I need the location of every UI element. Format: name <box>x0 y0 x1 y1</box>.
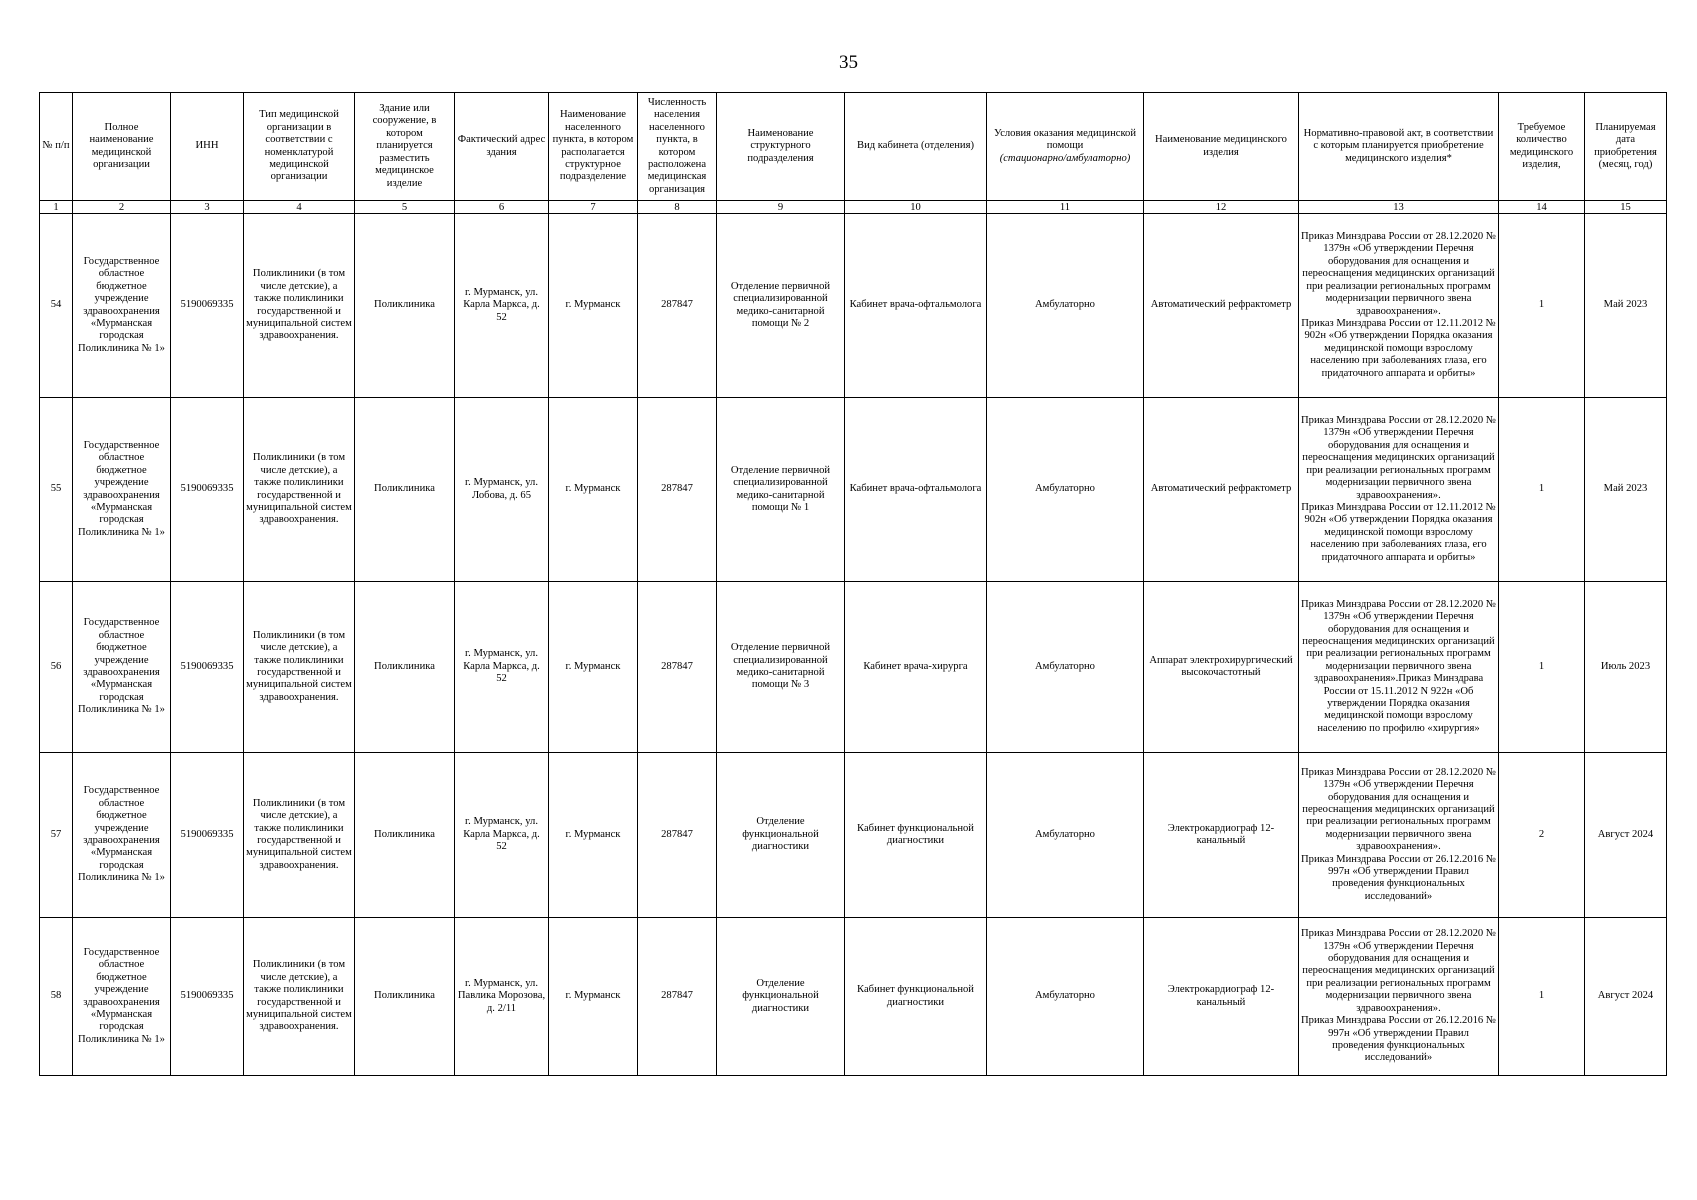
header-cell: ИНН <box>171 93 244 201</box>
header-cell: Нормативно-правовой акт, в соответствии с которым планируется приобретение медицинского изделия* <box>1299 93 1499 201</box>
locality: г. Мурманск <box>549 918 638 1076</box>
header-cell: Вид кабинета (отделения) <box>845 93 987 201</box>
building: Поликлиника <box>355 582 455 753</box>
planned-date: Май 2023 <box>1585 398 1667 582</box>
legal-act <box>1299 214 1499 398</box>
org-type: Поликлиники (в том числе детские), а также поликлиники государственной и муниципальной систем здравоохранения. <box>244 214 355 398</box>
column-number: 2 <box>73 201 171 214</box>
population: 287847 <box>638 582 717 753</box>
table-row <box>40 918 1667 1076</box>
quantity: 1 <box>1499 398 1585 582</box>
unit: Отделение первичной специализированной медико-санитарной помощи № 1 <box>717 398 845 582</box>
column-number: 1 <box>40 201 73 214</box>
column-number: 5 <box>355 201 455 214</box>
conditions: Амбулаторно <box>987 753 1144 918</box>
quantity: 1 <box>1499 918 1585 1076</box>
column-number: 10 <box>845 201 987 214</box>
cabinet: Кабинет врача-хирурга <box>845 582 987 753</box>
table-row <box>40 753 1667 918</box>
legal-act-text: Приказ Минздрава России от 28.12.2020 № 1379н «Об утверждении Перечня оборудования для оснащения и переоснащения медицинских организаций при реализации региональных программ модернизации первичного звена здравоохранения». <box>1301 928 1496 1014</box>
header-cell-note: (стационарно/амбулаторно) <box>999 152 1131 164</box>
inn: 5190069335 <box>171 214 244 398</box>
inn: 5190069335 <box>171 398 244 582</box>
org-name: Государственное областное бюджетное учреждение здравоохранения «Мурманская городская Поликлиника № 1» <box>73 214 171 398</box>
org-type: Поликлиники (в том числе детские), а также поликлиники государственной и муниципальной систем здравоохранения. <box>244 918 355 1076</box>
header-cell: Полное наименование медицинской организации <box>73 93 171 201</box>
building: Поликлиника <box>355 214 455 398</box>
equipment-table <box>39 92 1667 1076</box>
header-cell: Наименование медицинского изделия <box>1144 93 1299 201</box>
device: Автоматический рефрактометр <box>1144 398 1299 582</box>
locality: г. Мурманск <box>549 753 638 918</box>
column-number: 14 <box>1499 201 1585 214</box>
legal-act <box>1299 398 1499 582</box>
locality: г. Мурманск <box>549 214 638 398</box>
locality: г. Мурманск <box>549 582 638 753</box>
address: г. Мурманск, ул. Карла Маркса, д. 52 <box>455 753 549 918</box>
legal-act-text: Приказ Минздрава России от 28.12.2020 № 1379н «Об утверждении Перечня оборудования для оснащения и переоснащения медицинских организаций при реализации региональных программ модернизации первичного звена здравоохранения». <box>1301 231 1496 317</box>
cabinet: Кабинет врача-офтальмолога <box>845 398 987 582</box>
building: Поликлиника <box>355 753 455 918</box>
legal-act-text: Приказ Минздрава России от 26.12.2016 № 997н «Об утверждении Правил проведения функциональных исследований» <box>1301 1015 1496 1064</box>
legal-act-text: Приказ Минздрава России от 26.12.2016 № 997н «Об утверждении Правил проведения функциональных исследований» <box>1301 853 1496 902</box>
legal-act-text: Приказ Минздрава России от 12.11.2012 № 902н «Об утверждении Порядка оказания медицинской помощи взрослому населению при заболеваниях глаза, его придаточного аппарата и орбиты» <box>1301 501 1496 563</box>
inn: 5190069335 <box>171 753 244 918</box>
column-number: 7 <box>549 201 638 214</box>
org-type: Поликлиники (в том числе детские), а также поликлиники государственной и муниципальной систем здравоохранения. <box>244 582 355 753</box>
building: Поликлиника <box>355 398 455 582</box>
header-cell: Здание или сооружение, в котором планируется разместить медицинское изделие <box>355 93 455 201</box>
org-name: Государственное областное бюджетное учреждение здравоохранения «Мурманская городская Поликлиника № 1» <box>73 582 171 753</box>
legal-act <box>1299 753 1499 918</box>
column-number: 11 <box>987 201 1144 214</box>
building: Поликлиника <box>355 918 455 1076</box>
address: г. Мурманск, ул. Павлика Морозова, д. 2/11 <box>455 918 549 1076</box>
column-number: 12 <box>1144 201 1299 214</box>
header-cell: Наименование структурного подразделения <box>717 93 845 201</box>
inn: 5190069335 <box>171 918 244 1076</box>
org-type: Поликлиники (в том числе детские), а также поликлиники государственной и муниципальной систем здравоохранения. <box>244 753 355 918</box>
address: г. Мурманск, ул. Лобова, д. 65 <box>455 398 549 582</box>
column-number: 8 <box>638 201 717 214</box>
device: Аппарат электрохирургический высокочастотный <box>1144 582 1299 753</box>
column-number: 9 <box>717 201 845 214</box>
org-name: Государственное областное бюджетное учреждение здравоохранения «Мурманская городская Поликлиника № 1» <box>73 753 171 918</box>
header-row <box>40 93 1667 201</box>
conditions: Амбулаторно <box>987 398 1144 582</box>
legal-act-text: Приказ Минздрава России от 28.12.2020 № 1379н «Об утверждении Перечня оборудования для оснащения и переоснащения медицинских организаций при реализации региональных программ модернизации первичного звена здравоохранения». <box>1301 415 1496 501</box>
column-number: 15 <box>1585 201 1667 214</box>
legal-act <box>1299 918 1499 1076</box>
page-number: 35 <box>839 52 858 73</box>
row-number: 55 <box>40 398 73 582</box>
row-number: 57 <box>40 753 73 918</box>
row-number: 58 <box>40 918 73 1076</box>
quantity: 1 <box>1499 582 1585 753</box>
conditions: Амбулаторно <box>987 918 1144 1076</box>
conditions: Амбулаторно <box>987 214 1144 398</box>
header-cell: Тип медицинской организации в соответствии с номенклатурой медицинской организации <box>244 93 355 201</box>
table-row <box>40 214 1667 398</box>
legal-act <box>1299 582 1499 753</box>
device: Автоматический рефрактометр <box>1144 214 1299 398</box>
table-row <box>40 582 1667 753</box>
header-cell-label: Условия оказания медицинской помощи <box>993 127 1137 152</box>
address: г. Мурманск, ул. Карла Маркса, д. 52 <box>455 214 549 398</box>
table-row <box>40 398 1667 582</box>
population: 287847 <box>638 918 717 1076</box>
header-cell: № п/п <box>40 93 73 201</box>
org-name: Государственное областное бюджетное учреждение здравоохранения «Мурманская городская Поликлиника № 1» <box>73 918 171 1076</box>
row-number: 56 <box>40 582 73 753</box>
cabinet: Кабинет врача-офтальмолога <box>845 214 987 398</box>
header-cell: Численность населения населенного пункта, в котором расположена медицинская организация <box>638 93 717 201</box>
column-number: 13 <box>1299 201 1499 214</box>
legal-act-text: Приказ Минздрава России от 28.12.2020 № 1379н «Об утверждении Перечня оборудования для оснащения и переоснащения медицинских организаций при реализации региональных программ модернизации первичного звена здравоохранения». <box>1301 766 1496 853</box>
locality: г. Мурманск <box>549 398 638 582</box>
cabinet: Кабинет функциональной диагностики <box>845 918 987 1076</box>
legal-act-text: Приказ Минздрава России от 12.11.2012 № 902н «Об утверждении Порядка оказания медицинской помощи взрослому населению при заболеваниях глаза, его придаточного аппарата и орбиты» <box>1301 317 1496 379</box>
column-number: 6 <box>455 201 549 214</box>
org-name: Государственное областное бюджетное учреждение здравоохранения «Мурманская городская Поликлиника № 1» <box>73 398 171 582</box>
header-cell: Фактический адрес здания <box>455 93 549 201</box>
conditions: Амбулаторно <box>987 582 1144 753</box>
address: г. Мурманск, ул. Карла Маркса, д. 52 <box>455 582 549 753</box>
column-number: 4 <box>244 201 355 214</box>
unit: Отделение первичной специализированной медико-санитарной помощи № 2 <box>717 214 845 398</box>
org-type: Поликлиники (в том числе детские), а также поликлиники государственной и муниципальной систем здравоохранения. <box>244 398 355 582</box>
unit: Отделение функциональной диагностики <box>717 918 845 1076</box>
planned-date: Август 2024 <box>1585 918 1667 1076</box>
header-cell: Планируемая дата приобретения (месяц, год) <box>1585 93 1667 201</box>
planned-date: Май 2023 <box>1585 214 1667 398</box>
legal-act-text: Приказ Минздрава России от 28.12.2020 № 1379н «Об утверждении Перечня оборудования для оснащения и переоснащения медицинских организаций при реализации региональных программ модернизации первичного звена здравоохранения».Приказ Минздрава России от 15.11.2012 N 922н «Об утверждении Порядка оказания медицинской помощи взрослому населению по профилю «хирургия» <box>1301 598 1496 734</box>
header-cell-conditions <box>987 93 1144 201</box>
column-number: 3 <box>171 201 244 214</box>
unit: Отделение функциональной диагностики <box>717 753 845 918</box>
header-cell: Наименование населенного пункта, в котором располагается структурное подразделение <box>549 93 638 201</box>
inn: 5190069335 <box>171 582 244 753</box>
unit: Отделение первичной специализированной медико-санитарной помощи № 3 <box>717 582 845 753</box>
planned-date: Июль 2023 <box>1585 582 1667 753</box>
planned-date: Август 2024 <box>1585 753 1667 918</box>
row-number: 54 <box>40 214 73 398</box>
population: 287847 <box>638 753 717 918</box>
population: 287847 <box>638 398 717 582</box>
cabinet: Кабинет функциональной диагностики <box>845 753 987 918</box>
device: Электрокардиограф 12-канальный <box>1144 918 1299 1076</box>
quantity: 2 <box>1499 753 1585 918</box>
population: 287847 <box>638 214 717 398</box>
column-number-row <box>40 201 1667 214</box>
header-cell: Требуемое количество медицинского изделия, <box>1499 93 1585 201</box>
device: Электрокардиограф 12-канальный <box>1144 753 1299 918</box>
quantity: 1 <box>1499 214 1585 398</box>
